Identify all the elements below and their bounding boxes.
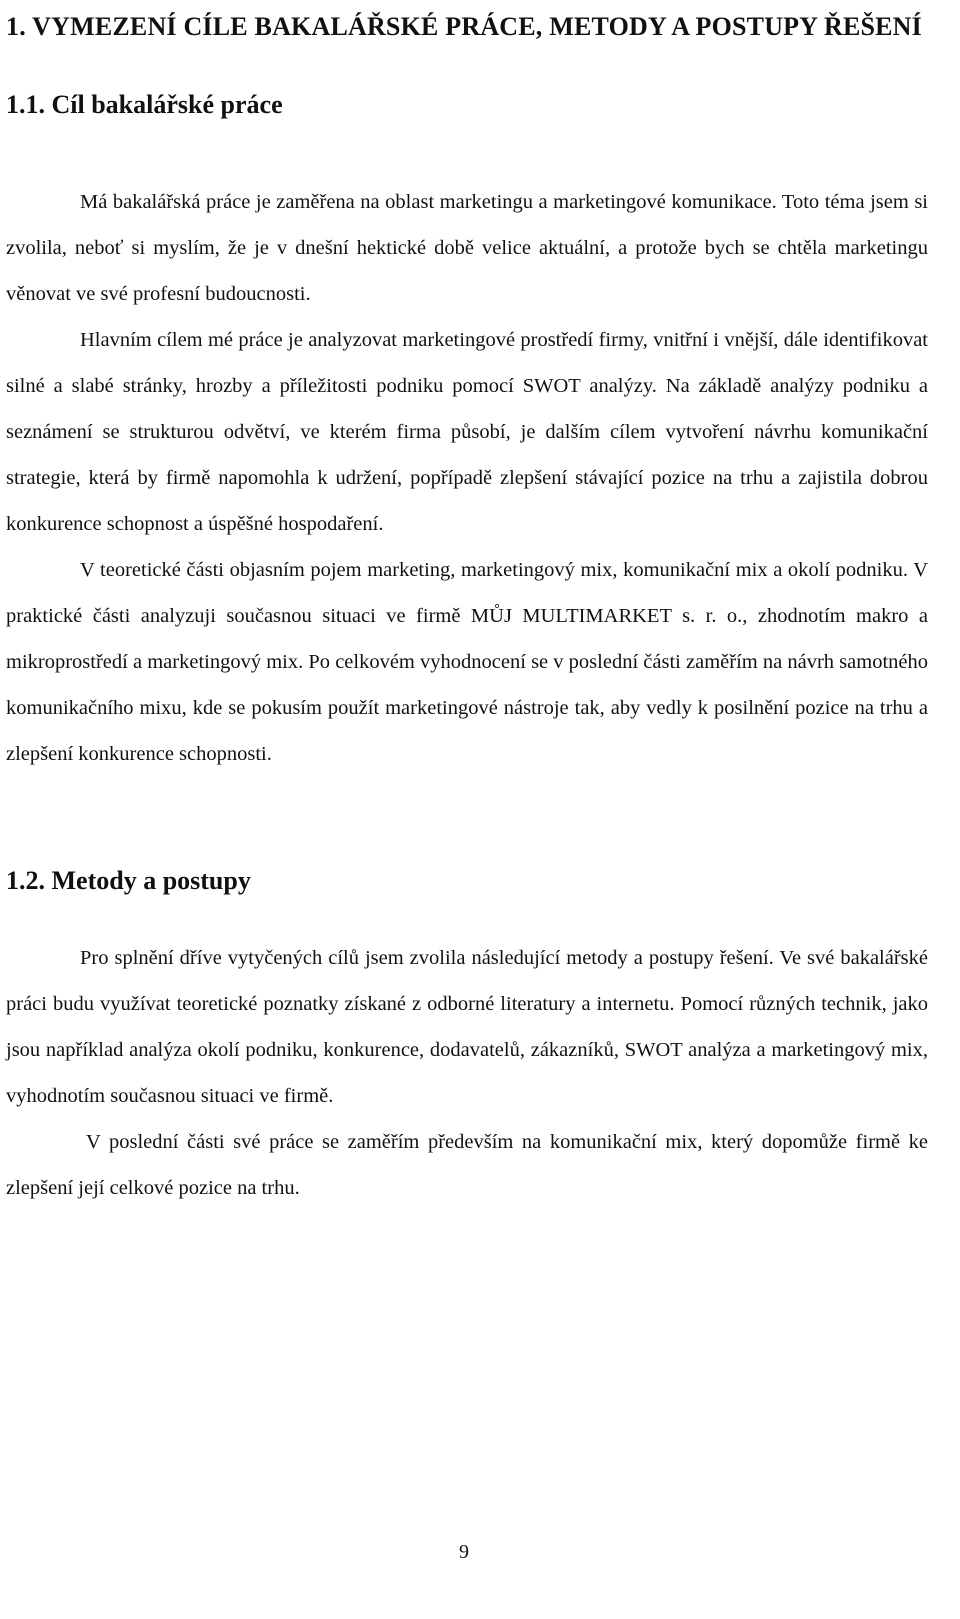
paragraph: V poslední části své práce se zaměřím především na komunikační mix, který dopomůže firmě ke zlepšení její celkové pozice na trhu.	[6, 1131, 928, 1199]
section-heading-goal: 1.1. Cíl bakalářské práce	[6, 90, 283, 119]
section-heading-methods: 1.2. Metody a postupy	[6, 866, 251, 895]
section-body-goal	[6, 179, 928, 777]
chapter-title: 1. VYMEZENÍ CÍLE BAKALÁŘSKÉ PRÁCE, METODY A POSTUPY ŘEŠENÍ	[6, 12, 922, 41]
document-page	[6, 0, 928, 1211]
paragraph: V teoretické části objasním pojem marketing, marketingový mix, komunikační mix a okolí podniku. V praktické části analyzuji současnou situaci ve firmě MŮJ MULTIMARKET s. r. o., zhodnotím makro a mikroprostředí a marketingový mix. Po celkovém vyhodnocení se v poslední části zaměřím na návrh samotného komunikačního mixu, kde se pokusím použít marketingové nástroje tak, aby vedly k posilnění pozice na trhu a zlepšení konkurence schopnosti.	[6, 559, 928, 765]
section-body-methods	[6, 935, 928, 1211]
page-number: 9	[459, 1541, 469, 1563]
paragraph: Hlavním cílem mé práce je analyzovat marketingové prostředí firmy, vnitřní i vnější, dále identifikovat silné a slabé stránky, hrozby a příležitosti podniku pomocí SWOT analýzy. Na základě analýzy podniku a seznámení se strukturou odvětví, ve kterém firma působí, je dalším cílem vytvoření návrhu komunikační strategie, která by firmě napomohla k udržení, popřípadě zlepšení stávající pozice na trhu a zajistila dobrou konkurence schopnost a úspěšné hospodaření.	[6, 329, 928, 535]
paragraph: Má bakalářská práce je zaměřena na oblast marketingu a marketingové komunikace. Toto téma jsem si zvolila, neboť si myslím, že je v dnešní hektické době velice aktuální, a protože bych se chtěla marketingu věnovat ve své profesní budoucnosti.	[6, 191, 928, 305]
paragraph: Pro splnění dříve vytyčených cílů jsem zvolila následující metody a postupy řešení. Ve své bakalářské práci budu využívat teoretické poznatky získané z odborné literatury a internetu. Pomocí různých technik, jako jsou například analýza okolí podniku, konkurence, dodavatelů, zákazníků, SWOT analýza a marketingový mix, vyhodnotím současnou situaci ve firmě.	[6, 947, 928, 1107]
